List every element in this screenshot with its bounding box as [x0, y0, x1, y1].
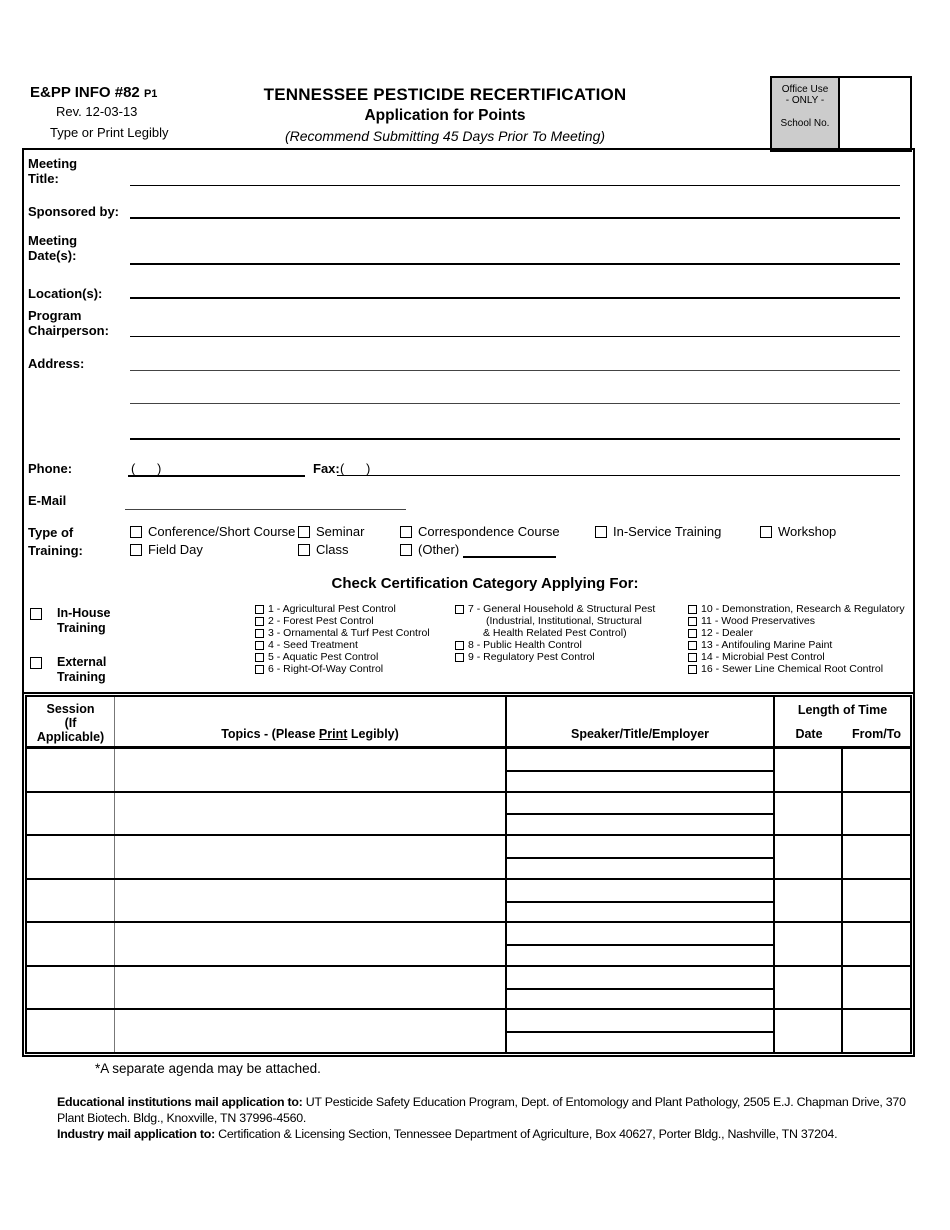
category-item-9[interactable]	[455, 651, 655, 663]
fromto-cell[interactable]	[843, 1010, 910, 1052]
category-label: 3 - Ornamental & Turf Pest Control	[268, 627, 430, 639]
industry-mail-label: Industry mail application to:	[57, 1127, 215, 1141]
table-row	[27, 836, 910, 880]
inhouse-training-label-2: Training	[57, 621, 106, 635]
chairperson-label-1: Program	[28, 308, 82, 323]
locations-label: Location(s):	[28, 286, 103, 301]
fromto-cell[interactable]	[843, 967, 910, 1009]
form-number-text: E&PP INFO #82	[30, 84, 140, 101]
speaker-cell[interactable]	[507, 1010, 775, 1052]
date-cell[interactable]	[775, 1010, 843, 1052]
length-of-time-label: Length of Time	[797, 703, 888, 717]
category-label: 11 - Wood Preservatives	[701, 615, 815, 627]
chairperson-label-2: Chairperson:	[28, 323, 109, 338]
inhouse-training-label-1: In-House	[57, 606, 111, 620]
checkbox-category-16-icon[interactable]	[688, 665, 697, 674]
category-label: 5 - Aquatic Pest Control	[268, 651, 379, 663]
category-label: 13 - Antifouling Marine Paint	[701, 639, 833, 651]
training-option-label: Workshop	[778, 524, 837, 539]
training-option-other[interactable]	[400, 542, 459, 557]
meeting-dates-line[interactable]	[130, 263, 900, 265]
category-item-7-sub2: & Health Related Pest Control)	[483, 627, 627, 639]
chairperson-line[interactable]	[130, 336, 900, 337]
session-cell[interactable]	[27, 836, 115, 878]
checkbox-other-icon[interactable]	[400, 544, 412, 556]
sessions-table	[22, 692, 915, 1057]
category-label: 1 - Agricultural Pest Control	[268, 603, 396, 615]
checkbox-category-6-icon[interactable]	[255, 665, 264, 674]
checkbox-category-8-icon[interactable]	[455, 641, 464, 650]
checkbox-category-10-icon[interactable]	[688, 605, 697, 614]
category-item-7-sub1: (Industrial, Institutional, Structural	[486, 615, 642, 627]
office-use-label-cell	[772, 78, 840, 150]
other-training-line[interactable]	[463, 556, 556, 558]
speaker-divider-line	[507, 1031, 773, 1033]
locations-line[interactable]	[130, 297, 900, 299]
checkbox-category-9-icon[interactable]	[455, 653, 464, 662]
speaker-divider-line	[507, 988, 773, 990]
phone-line[interactable]	[128, 475, 305, 477]
mailing-instructions	[57, 1094, 921, 1142]
category-item-12[interactable]	[688, 627, 905, 639]
session-header-line2: (If	[64, 716, 77, 730]
session-cell[interactable]	[27, 967, 115, 1009]
topics-cell[interactable]	[115, 793, 507, 835]
topics-column-header	[115, 697, 507, 746]
checkbox-fieldday-icon[interactable]	[130, 544, 142, 556]
checkbox-category-4-icon[interactable]	[255, 641, 264, 650]
speaker-divider-line	[507, 901, 773, 903]
session-cell[interactable]	[27, 749, 115, 791]
speaker-cell[interactable]	[507, 836, 775, 878]
training-option-label: Class	[316, 542, 349, 557]
category-column-2	[455, 603, 655, 663]
session-cell[interactable]	[27, 880, 115, 922]
training-option-label: (Other)	[418, 542, 460, 557]
category-label: 14 - Microbial Pest Control	[701, 651, 825, 663]
session-header-line1: Session	[46, 702, 95, 716]
print-legibly-note: Type or Print Legibly	[50, 125, 169, 140]
category-item-8[interactable]	[455, 639, 655, 651]
speaker-header-label: Speaker/Title/Employer	[570, 727, 710, 741]
industry-mail-address: Certification & Licensing Section, Tennessee Department of Agriculture, Box 40627, Porter Bldg., Nashville, TN 37204.	[214, 1127, 838, 1141]
checkbox-category-1-icon[interactable]	[255, 605, 264, 614]
session-header-line3: Applicable)	[36, 730, 105, 744]
session-cell[interactable]	[27, 793, 115, 835]
phone-area-code-parens: ( )	[131, 461, 162, 476]
date-cell[interactable]	[775, 793, 843, 835]
category-label: 2 - Forest Pest Control	[268, 615, 374, 627]
date-cell[interactable]	[775, 836, 843, 878]
meeting-dates-label-1: Meeting	[28, 233, 78, 248]
topics-cell[interactable]	[115, 749, 507, 791]
speaker-column-header	[507, 697, 775, 746]
training-option-label: Field Day	[148, 542, 203, 557]
address-line-3[interactable]	[130, 438, 900, 440]
educational-mail-label: Educational institutions mail application to:	[57, 1095, 303, 1109]
training-option-label: Conference/Short Course	[148, 524, 296, 539]
sponsored-by-label: Sponsored by:	[28, 204, 120, 219]
speaker-divider-line	[507, 944, 773, 946]
address-line-1[interactable]	[130, 370, 900, 371]
training-type-label-2: Training:	[28, 543, 83, 558]
email-line[interactable]	[125, 509, 406, 510]
fax-line[interactable]	[337, 475, 900, 476]
category-label: 10 - Demonstration, Research & Regulatory	[701, 603, 905, 615]
checkbox-inservice-icon[interactable]	[595, 526, 607, 538]
fromto-cell[interactable]	[843, 880, 910, 922]
category-item-11[interactable]	[688, 615, 905, 627]
topics-cell[interactable]	[115, 836, 507, 878]
topics-header-print: Print	[318, 727, 348, 741]
speaker-divider-line	[507, 770, 773, 772]
external-training-label-2: Training	[57, 670, 106, 684]
category-item-10[interactable]	[688, 603, 905, 615]
training-option-class[interactable]	[298, 542, 349, 557]
checkbox-seminar-icon[interactable]	[298, 526, 310, 538]
external-training-label-1: External	[57, 655, 107, 669]
date-header-label: Date	[795, 727, 823, 741]
meeting-title-line[interactable]	[130, 185, 900, 186]
category-item-3[interactable]	[255, 627, 430, 639]
checkbox-conference-icon[interactable]	[130, 526, 142, 538]
training-type-label-1: Type of	[28, 525, 74, 540]
category-item-5[interactable]	[255, 651, 430, 663]
address-line-2[interactable]	[130, 403, 900, 404]
category-column-3	[688, 603, 905, 675]
revision-date: Rev. 12-03-13	[56, 104, 138, 119]
checkbox-external-training-icon[interactable]	[30, 657, 42, 669]
category-label: 9 - Regulatory Pest Control	[468, 651, 595, 663]
table-row	[27, 1010, 910, 1052]
speaker-divider-line	[507, 857, 773, 859]
training-option-correspondence[interactable]	[400, 524, 560, 539]
speaker-cell[interactable]	[507, 793, 775, 835]
meeting-dates-label-2: Date(s):	[28, 248, 77, 263]
topics-cell[interactable]	[115, 967, 507, 1009]
category-item-6[interactable]	[255, 663, 430, 675]
topics-header-pre: Topics - (Please	[221, 727, 319, 741]
office-use-line2: - ONLY -	[785, 95, 825, 106]
checkbox-inhouse-training-icon[interactable]	[30, 608, 42, 620]
checkbox-category-11-icon[interactable]	[688, 617, 697, 626]
category-label: 8 - Public Health Control	[468, 639, 582, 651]
checkbox-workshop-icon[interactable]	[760, 526, 772, 538]
topics-header-post: Legibly)	[347, 727, 399, 741]
category-item-4[interactable]	[255, 639, 430, 651]
category-label: 12 - Dealer	[701, 627, 753, 639]
training-option-label: Seminar	[316, 524, 365, 539]
category-item-13[interactable]	[688, 639, 905, 651]
speaker-cell[interactable]	[507, 967, 775, 1009]
training-option-label: Correspondence Course	[418, 524, 560, 539]
meeting-title-label-1: Meeting	[28, 156, 78, 171]
page-title: TENNESSEE PESTICIDE RECERTIFICATION	[263, 85, 627, 104]
checkbox-category-2-icon[interactable]	[255, 617, 264, 626]
email-label: E-Mail	[28, 493, 67, 508]
office-use-box	[770, 76, 912, 152]
speaker-cell[interactable]	[507, 923, 775, 965]
training-option-label: In-Service Training	[613, 524, 722, 539]
address-label: Address:	[28, 356, 85, 371]
topics-cell[interactable]	[115, 1010, 507, 1052]
fromto-cell[interactable]	[843, 793, 910, 835]
meeting-title-label-2: Title:	[28, 171, 59, 186]
category-item-2[interactable]	[255, 615, 430, 627]
table-row	[27, 749, 910, 793]
fromto-cell[interactable]	[843, 749, 910, 791]
category-item-16[interactable]	[688, 663, 905, 675]
session-cell[interactable]	[27, 923, 115, 965]
training-option-seminar[interactable]	[298, 524, 364, 539]
training-option-conference[interactable]	[130, 524, 295, 539]
school-no-label: School No.	[780, 118, 830, 129]
table-row	[27, 967, 910, 1011]
school-no-entry-cell[interactable]	[840, 78, 910, 150]
speaker-divider-line	[507, 813, 773, 815]
fax-area-code-parens: ( )	[340, 461, 371, 476]
checkbox-category-7-icon[interactable]	[455, 605, 464, 614]
checkbox-category-14-icon[interactable]	[688, 653, 697, 662]
checkbox-category-3-icon[interactable]	[255, 629, 264, 638]
submission-note: (Recommend Submitting 45 Days Prior To Meeting)	[284, 128, 606, 144]
category-label: 16 - Sewer Line Chemical Root Control	[701, 663, 884, 675]
category-item-1[interactable]	[255, 603, 430, 615]
session-cell[interactable]	[27, 1010, 115, 1052]
training-option-fieldday[interactable]	[130, 542, 203, 557]
category-label: 7 - General Household & Structural Pest	[468, 603, 656, 615]
training-option-workshop[interactable]	[760, 524, 836, 539]
date-cell[interactable]	[775, 880, 843, 922]
length-of-time-header	[775, 697, 910, 746]
training-option-inservice[interactable]	[595, 524, 721, 539]
category-item-14[interactable]	[688, 651, 905, 663]
checkbox-correspondence-icon[interactable]	[400, 526, 412, 538]
fromto-header-label: From/To	[851, 727, 902, 741]
category-label: 6 - Right-Of-Way Control	[268, 663, 384, 675]
sponsored-by-line[interactable]	[130, 217, 900, 219]
checkbox-category-13-icon[interactable]	[688, 641, 697, 650]
date-cell[interactable]	[775, 967, 843, 1009]
date-cell[interactable]	[775, 923, 843, 965]
fromto-cell[interactable]	[843, 923, 910, 965]
speaker-cell[interactable]	[507, 880, 775, 922]
certification-heading: Check Certification Category Applying For:	[331, 575, 639, 592]
table-row	[27, 923, 910, 967]
page-subtitle: Application for Points	[364, 107, 526, 124]
table-row	[27, 793, 910, 837]
checkbox-class-icon[interactable]	[298, 544, 310, 556]
category-item-7[interactable]	[455, 603, 655, 615]
speaker-cell[interactable]	[507, 749, 775, 791]
checkbox-category-12-icon[interactable]	[688, 629, 697, 638]
fax-label: Fax:	[313, 461, 340, 476]
topics-cell[interactable]	[115, 923, 507, 965]
agenda-note: *A separate agenda may be attached.	[95, 1061, 321, 1076]
category-column-1	[255, 603, 430, 675]
form-number-suffix: P1	[143, 88, 158, 100]
educational-mail-address: UT Pesticide Safety Education Program, Dept. of Entomology and Plant Pathology, 2505 E.J. Chapman Drive, 370 Plant Biotech. Bldg., Knoxville, TN 37996-4560.	[57, 1095, 906, 1125]
session-column-header	[27, 697, 115, 746]
topics-cell[interactable]	[115, 880, 507, 922]
office-use-line1: Office Use	[781, 84, 829, 95]
category-label: 4 - Seed Treatment	[268, 639, 358, 651]
checkbox-category-5-icon[interactable]	[255, 653, 264, 662]
fromto-cell[interactable]	[843, 836, 910, 878]
sessions-table-header	[27, 697, 910, 749]
date-cell[interactable]	[775, 749, 843, 791]
table-row	[27, 880, 910, 924]
phone-label: Phone:	[28, 461, 73, 476]
